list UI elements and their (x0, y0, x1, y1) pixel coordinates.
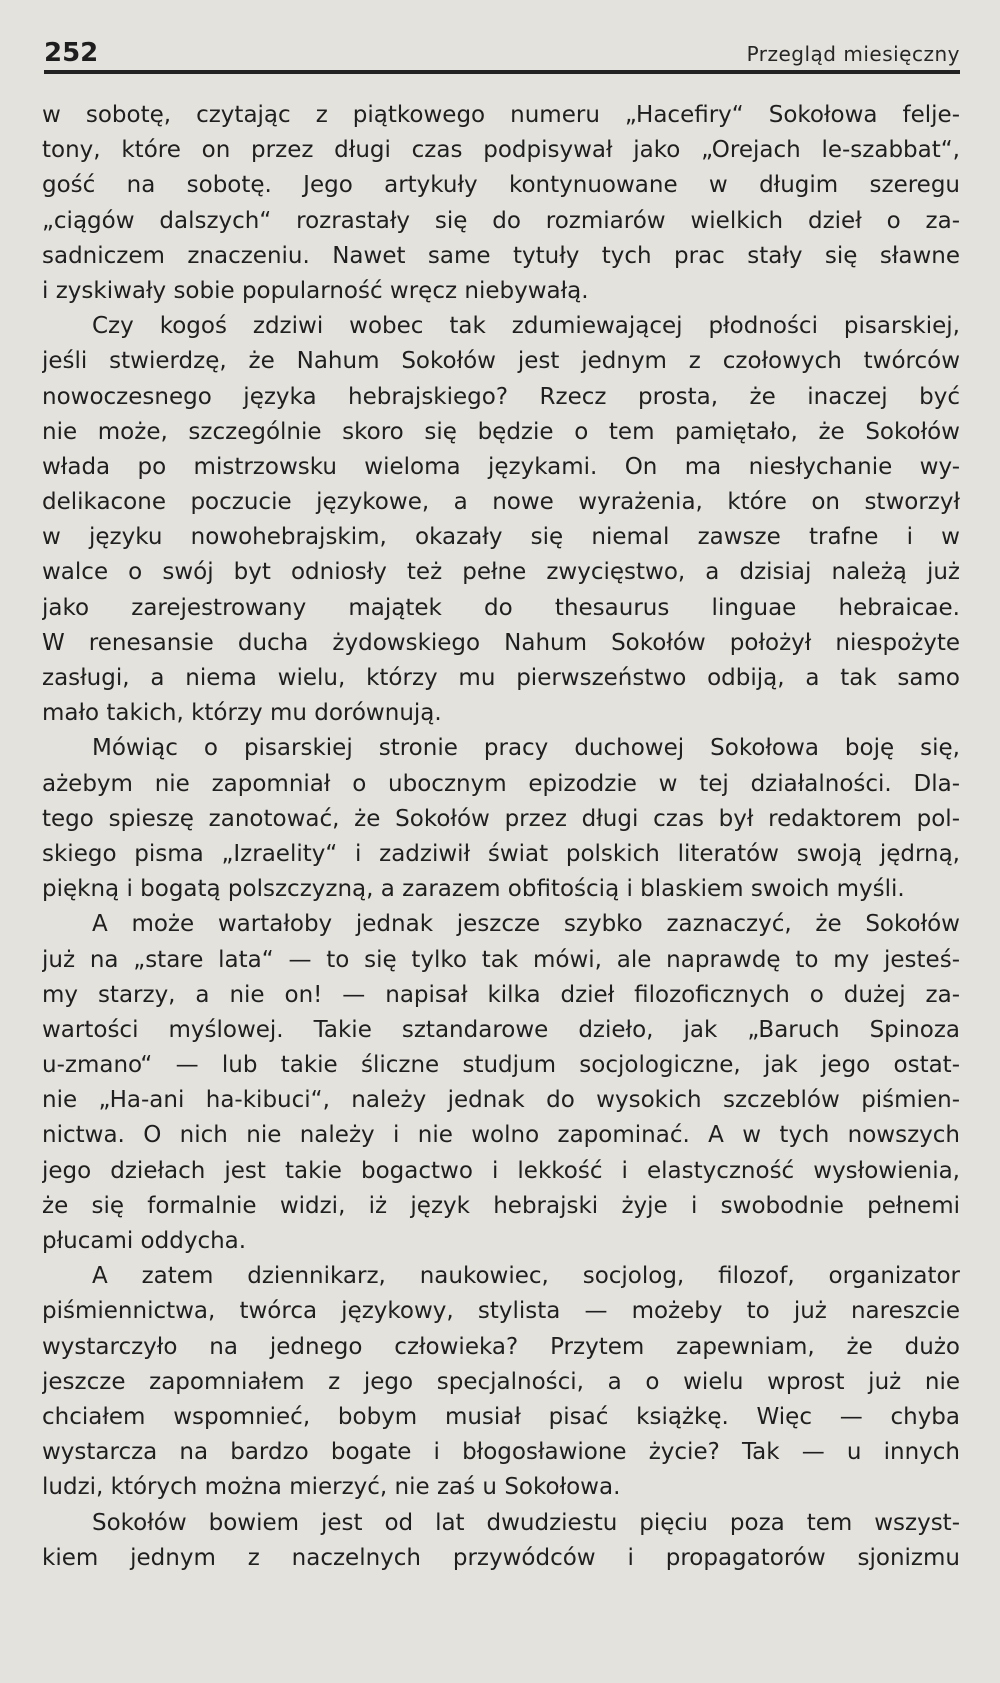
paragraph-6 (42, 1506, 960, 1576)
paragraph-5 (42, 1259, 960, 1505)
text-line: mało takich, którzy mu dorównują. (42, 700, 442, 727)
text-line: już na „stare lata“ — to się tylko tak mówi, ale naprawdę to my jesteś- (42, 946, 960, 973)
text-line: Sokołów bowiem jest od lat dwudziestu pięciu poza tem wszyst- (92, 1509, 960, 1536)
text-line: kiem jednym z naczelnych przywódców i propagatorów sjonizmu (42, 1544, 960, 1571)
text-line: sadniczem znaczeniu. Nawet same tytuły tych prac stały się sławne (42, 242, 960, 269)
text-line: jako zarejestrowany majątek do thesaurus linguae hebraicae. (42, 594, 960, 621)
paragraph-2 (42, 309, 960, 731)
text-line: Mówiąc o pisarskiej stronie pracy duchowej Sokołowa boję się, (92, 735, 960, 762)
text-line: skiego pisma „Izraelity“ i zadziwił świat polskich literatów swoją jędrną, (42, 840, 960, 867)
text-line: wystarcza na bardzo bogate i błogosławione życie? Tak — u innych (42, 1439, 960, 1466)
text-line: piśmiennictwa, twórca językowy, stylista — możeby to już nareszcie (42, 1298, 960, 1325)
text-line: ludzi, których można mierzyć, nie zaś u Sokołowa. (42, 1474, 621, 1501)
text-line: A zatem dziennikarz, naukowiec, socjolog, filozof, organizator (92, 1263, 960, 1290)
text-line: gość na sobotę. Jego artykuły kontynuowane w długim szeregu (42, 172, 960, 199)
text-line: delikacone poczucie językowe, a nowe wyrażenia, które on stworzył (42, 489, 960, 516)
text-line: że się formalnie widzi, iż język hebrajski żyje i swobodnie pełnemi (42, 1192, 960, 1219)
text-line: nowoczesnego języka hebrajskiego? Rzecz prosta, że inaczej być (42, 383, 960, 410)
text-line: i zyskiwały sobie popularność wręcz niebywałą. (42, 277, 589, 304)
text-line: u-zmano“ — lub takie śliczne studjum socjologiczne, jak jego ostat- (42, 1052, 960, 1079)
text-line: jego dziełach jest takie bogactwo i lekkość i elastyczność wysłowienia, (42, 1157, 960, 1184)
text-line: tony, które on przez długi czas podpisywał jako „Orejach le-szabbat“, (42, 137, 960, 164)
text-line: nie „Ha-ani ha-kibuci“, należy jednak do wysokich szczeblów piśmien- (42, 1087, 960, 1114)
text-line: Czy kogoś zdziwi wobec tak zdumiewającej płodności pisarskiej, (92, 313, 960, 340)
text-line: W renesansie ducha żydowskiego Nahum Sokołów położył niespożyte (42, 629, 960, 656)
page-number: 252 (44, 38, 99, 68)
text-line: w języku nowohebrajskim, okazały się niemal zawsze trafne i w (42, 524, 960, 551)
text-line: w sobotę, czytając z piątkowego numeru „Hacefiry“ Sokołowa felje- (42, 102, 960, 128)
text-line: tego spieszę zanotować, że Sokołów przez długi czas był redaktorem pol- (42, 805, 960, 832)
text-line: A może wartałoby jednak jeszcze szybko zaznaczyć, że Sokołów (92, 911, 960, 938)
text-line: chciałem wspomnieć, bobym musiał pisać książkę. Więc — chyba (42, 1403, 960, 1430)
text-line: włada po mistrzowsku wieloma językami. On ma niesłychanie wy- (42, 453, 960, 480)
text-line: walce o swój byt odniosły też pełne zwycięstwo, a dzisiaj należą już (42, 559, 960, 586)
text-line: piękną i bogatą polszczyzną, a zarazem obfitością i blaskiem swoich myśli. (42, 876, 905, 903)
text-line: nie może, szczególnie skoro się będzie o tem pamiętało, że Sokołów (42, 418, 960, 445)
paragraph-4 (42, 907, 960, 1259)
text-line: jeśli stwierdzę, że Nahum Sokołów jest jednym z czołowych twórców (42, 348, 960, 375)
text-line: wystarczyło na jednego człowieka? Przytem zapewniam, że dużo (42, 1333, 960, 1360)
text-line: płucami oddycha. (42, 1228, 247, 1254)
text-line: my starzy, a nie on! — napisał kilka dzieł filozoficznych o dużej za- (42, 981, 960, 1008)
body-text (42, 98, 960, 1576)
text-line: nictwa. O nich nie należy i nie wolno zapominać. A w tych nowszych (42, 1122, 960, 1149)
text-line: wartości myślowej. Takie sztandarowe dzieło, jak „Baruch Spinoza (42, 1016, 960, 1043)
header-rule (44, 70, 960, 74)
text-line: ażebym nie zapomniał o ubocznym epizodzie w tej działalności. Dla- (42, 770, 960, 797)
paragraph-1 (42, 98, 960, 309)
running-head-title: Przegląd miesięczny (746, 42, 960, 66)
text-line: „ciągów dalszych“ rozrastały się do rozmiarów wielkich dzieł o za- (42, 207, 960, 234)
text-line: zasługi, a niema wielu, którzy mu pierwszeństwo odbiją, a tak samo (42, 665, 960, 691)
text-line: jeszcze zapomniałem z jego specjalności, a o wielu wprost już nie (42, 1368, 960, 1395)
paragraph-3 (42, 731, 960, 907)
